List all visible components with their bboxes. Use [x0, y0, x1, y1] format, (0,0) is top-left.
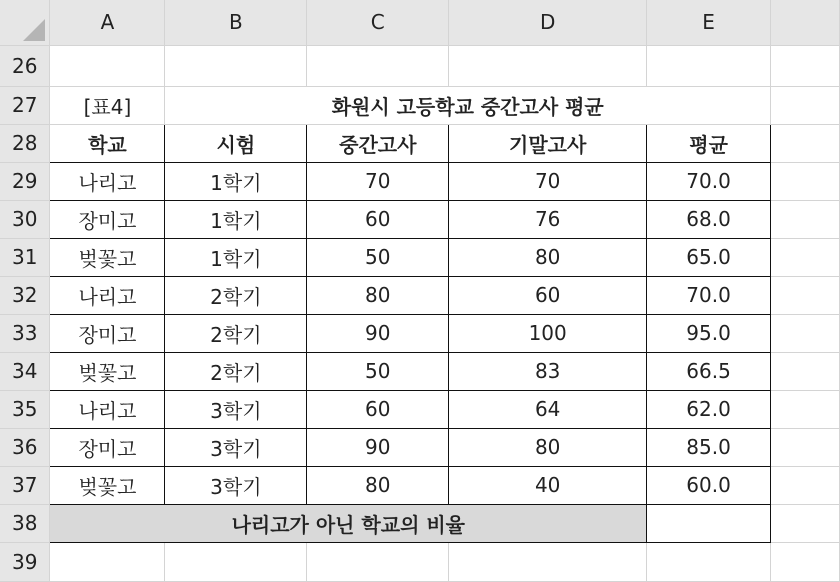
cell[interactable] [771, 314, 840, 352]
column-header-d[interactable]: D [449, 0, 647, 45]
cell[interactable] [771, 86, 840, 124]
cell[interactable] [165, 542, 307, 581]
column-header-e[interactable]: E [647, 0, 771, 45]
data-cell[interactable]: 76 [449, 200, 647, 238]
data-cell[interactable]: 80 [307, 276, 449, 314]
row-header-35[interactable]: 35 [0, 390, 50, 428]
data-cell[interactable]: 70 [449, 162, 647, 200]
column-header-a[interactable]: A [50, 0, 165, 45]
cell[interactable] [449, 45, 647, 86]
header-cell-final[interactable]: 기말고사 [449, 124, 647, 162]
data-cell[interactable]: 60 [307, 200, 449, 238]
cell[interactable] [647, 542, 771, 581]
cell[interactable] [771, 276, 840, 314]
data-cell[interactable]: 66.5 [647, 352, 771, 390]
select-all-button[interactable] [0, 0, 50, 45]
data-cell[interactable]: 64 [449, 390, 647, 428]
data-cell[interactable]: 3학기 [165, 428, 307, 466]
table-title-cell[interactable]: 화원시 고등학교 중간고사 평균 [165, 86, 771, 124]
cell[interactable] [771, 504, 840, 542]
data-cell[interactable]: 벚꽃고 [50, 466, 165, 504]
data-cell[interactable]: 70 [307, 162, 449, 200]
row-header-36[interactable]: 36 [0, 428, 50, 466]
data-cell[interactable]: 나리고 [50, 276, 165, 314]
cell[interactable] [647, 45, 771, 86]
row-header-30[interactable]: 30 [0, 200, 50, 238]
data-cell[interactable]: 2학기 [165, 276, 307, 314]
data-cell[interactable]: 2학기 [165, 314, 307, 352]
cell[interactable] [771, 466, 840, 504]
cell[interactable] [449, 542, 647, 581]
data-cell[interactable]: 68.0 [647, 200, 771, 238]
cell[interactable] [307, 45, 449, 86]
row-header-29[interactable]: 29 [0, 162, 50, 200]
column-header-b[interactable]: B [165, 0, 307, 45]
data-cell[interactable]: 70.0 [647, 162, 771, 200]
cell[interactable] [771, 45, 840, 86]
data-cell[interactable]: 1학기 [165, 200, 307, 238]
data-cell[interactable]: 벚꽃고 [50, 238, 165, 276]
data-cell[interactable]: 60 [307, 390, 449, 428]
cell[interactable] [307, 542, 449, 581]
cell[interactable] [771, 162, 840, 200]
row-header-34[interactable]: 34 [0, 352, 50, 390]
cell[interactable] [771, 428, 840, 466]
data-cell[interactable]: 80 [307, 466, 449, 504]
data-cell[interactable]: 90 [307, 428, 449, 466]
data-cell[interactable]: 장미고 [50, 314, 165, 352]
data-cell[interactable]: 나리고 [50, 162, 165, 200]
row-header-32[interactable]: 32 [0, 276, 50, 314]
row-header-33[interactable]: 33 [0, 314, 50, 352]
row-header-28[interactable]: 28 [0, 124, 50, 162]
data-cell[interactable]: 60.0 [647, 466, 771, 504]
data-cell[interactable]: 95.0 [647, 314, 771, 352]
row-header-31[interactable]: 31 [0, 238, 50, 276]
data-cell[interactable]: 60 [449, 276, 647, 314]
header-cell-midterm[interactable]: 중간고사 [307, 124, 449, 162]
row-header-37[interactable]: 37 [0, 466, 50, 504]
data-cell[interactable]: 70.0 [647, 276, 771, 314]
row-header-27[interactable]: 27 [0, 86, 50, 124]
header-cell-average[interactable]: 평균 [647, 124, 771, 162]
data-cell[interactable]: 장미고 [50, 200, 165, 238]
data-cell[interactable]: 3학기 [165, 466, 307, 504]
footer-label-cell[interactable]: 나리고가 아닌 학교의 비율 [50, 504, 647, 542]
cell[interactable] [771, 352, 840, 390]
table-tag-cell[interactable]: [표4] [50, 86, 165, 124]
cell[interactable] [50, 45, 165, 86]
row-header-26[interactable]: 26 [0, 45, 50, 86]
header-cell-school[interactable]: 학교 [50, 124, 165, 162]
cell[interactable] [771, 542, 840, 581]
cell[interactable] [771, 200, 840, 238]
data-cell[interactable]: 85.0 [647, 428, 771, 466]
cell[interactable] [771, 238, 840, 276]
data-cell[interactable]: 90 [307, 314, 449, 352]
data-cell[interactable]: 50 [307, 352, 449, 390]
data-cell[interactable]: 50 [307, 238, 449, 276]
data-cell[interactable]: 1학기 [165, 162, 307, 200]
footer-value-cell[interactable] [647, 504, 771, 542]
data-cell[interactable]: 벚꽃고 [50, 352, 165, 390]
data-cell[interactable]: 100 [449, 314, 647, 352]
data-cell[interactable]: 나리고 [50, 390, 165, 428]
data-cell[interactable]: 65.0 [647, 238, 771, 276]
data-cell[interactable]: 80 [449, 238, 647, 276]
data-cell[interactable]: 80 [449, 428, 647, 466]
column-header-c[interactable]: C [307, 0, 449, 45]
row-header-38[interactable]: 38 [0, 504, 50, 542]
cell[interactable] [50, 542, 165, 581]
data-cell[interactable]: 장미고 [50, 428, 165, 466]
data-cell[interactable]: 3학기 [165, 390, 307, 428]
cell[interactable] [771, 124, 840, 162]
data-cell[interactable]: 40 [449, 466, 647, 504]
data-cell[interactable]: 62.0 [647, 390, 771, 428]
data-cell[interactable]: 83 [449, 352, 647, 390]
header-cell-exam[interactable]: 시험 [165, 124, 307, 162]
column-header-f[interactable] [771, 0, 840, 45]
row-header-39[interactable]: 39 [0, 542, 50, 581]
data-cell[interactable]: 2학기 [165, 352, 307, 390]
cell[interactable] [771, 390, 840, 428]
data-cell[interactable]: 1학기 [165, 238, 307, 276]
cell[interactable] [165, 45, 307, 86]
